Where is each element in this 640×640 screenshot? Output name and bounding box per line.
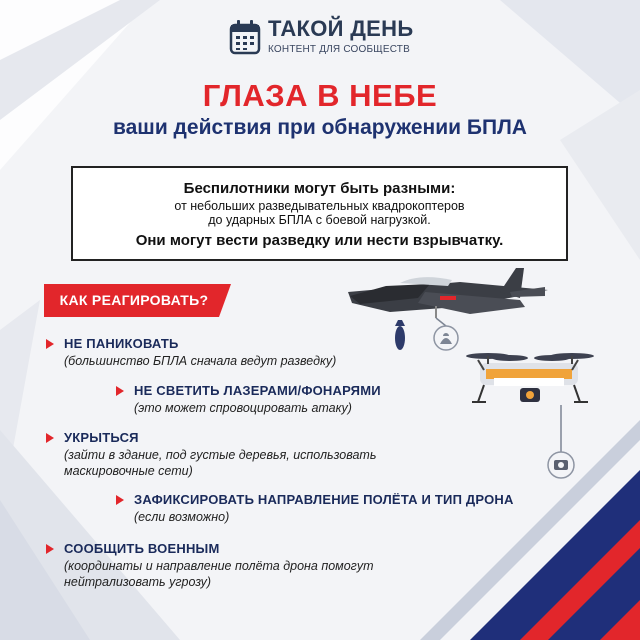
action-heading: НЕ СВЕТИТЬ ЛАЗЕРАМИ/ФОНАРЯМИ	[134, 383, 381, 398]
arrow-bullet-icon	[46, 544, 54, 554]
strike-drone-icon	[348, 268, 548, 318]
page-title: ГЛАЗА В НЕБЕ	[202, 78, 438, 113]
action-heading: УКРЫТЬСЯ	[64, 430, 139, 445]
action-desc	[64, 447, 376, 479]
action-item	[46, 430, 466, 480]
info-line-3: до ударных БПЛА с боевой нагрузкой.	[208, 213, 431, 227]
action-item	[46, 541, 466, 591]
page-subtitle: ваши действия при обнаружении БПЛА	[113, 116, 527, 139]
action-desc: (большинство БПЛА сначала ведут разведку)	[64, 354, 337, 368]
quadcopter-icon	[466, 353, 594, 402]
arrow-bullet-icon	[46, 339, 54, 349]
action-heading: СООБЩИТЬ ВОЕННЫМ	[64, 541, 220, 556]
action-desc-line: маскировочные сети)	[64, 464, 193, 478]
arrow-bullet-icon	[116, 495, 124, 505]
action-desc-line: (зайти в здание, под густые деревья, использовать	[64, 448, 377, 462]
brand-title: ТАКОЙ ДЕНЬ	[268, 16, 414, 41]
action-desc	[64, 558, 374, 590]
action-heading: ЗАФИКСИРОВАТЬ НАПРАВЛЕНИЕ ПОЛЁТА И ТИП ДРОНА	[134, 492, 514, 507]
camera-icon	[548, 405, 574, 478]
arrow-bullet-icon	[116, 386, 124, 396]
info-line-4: Они могут вести разведку или нести взрывчатку.	[135, 232, 504, 249]
action-heading: НЕ ПАНИКОВАТЬ	[64, 336, 179, 351]
action-desc: (если возможно)	[134, 510, 230, 524]
info-line-2: от небольших разведывательных квадрокоптеров	[174, 199, 465, 213]
react-banner	[44, 284, 231, 317]
action-item	[116, 492, 576, 532]
action-desc: (это может спровоцировать атаку)	[134, 401, 352, 415]
react-banner-label: КАК РЕАГИРОВАТЬ?	[59, 292, 209, 308]
action-item	[46, 336, 446, 376]
arrow-bullet-icon	[46, 433, 54, 443]
info-line-1: Беспилотники могут быть разными:	[183, 180, 456, 197]
brand-subtitle: КОНТЕНТ ДЛЯ СООБЩЕСТВ	[268, 44, 410, 55]
action-desc-line: нейтрализовать угрозу)	[64, 575, 212, 589]
action-item	[116, 383, 446, 423]
action-desc-line: (координаты и направление полёта дрона помогут	[64, 559, 374, 573]
